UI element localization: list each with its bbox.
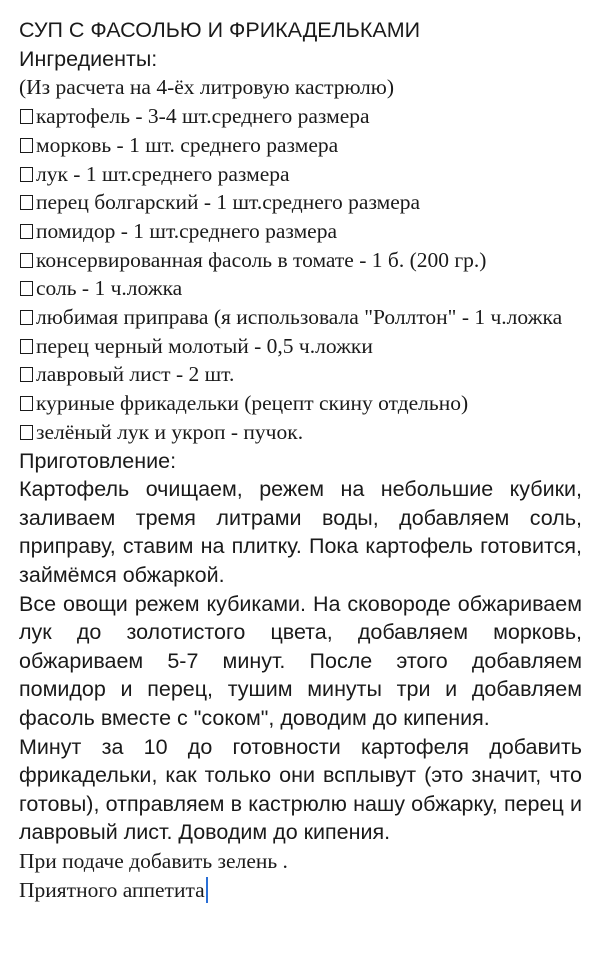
ingredient-text: зелёный лук и укроп - пучок.	[36, 419, 304, 444]
ingredient-text: морковь - 1 шт. среднего размера	[36, 132, 339, 157]
ingredient-item	[19, 217, 582, 246]
ingredient-text: картофель - 3-4 шт.среднего размера	[36, 104, 370, 129]
preparation-heading: Приготовление:	[19, 448, 177, 473]
ingredient-item	[19, 303, 582, 332]
ingredients-note: (Из расчета на 4-ёх литровую кастрюлю)	[19, 75, 394, 100]
checkbox-icon	[20, 425, 33, 440]
ingredient-item	[19, 274, 582, 303]
ingredient-item	[19, 332, 582, 361]
ingredient-text: соль - 1 ч.ложка	[36, 276, 183, 301]
checkbox-icon	[20, 138, 33, 153]
checkbox-icon	[20, 339, 33, 354]
checkbox-icon	[20, 281, 33, 296]
ingredient-item	[19, 246, 582, 275]
ingredient-item	[19, 160, 582, 189]
ingredient-item	[19, 389, 582, 418]
text-cursor	[206, 877, 208, 903]
checkbox-icon	[20, 224, 33, 239]
ingredient-list	[19, 102, 582, 446]
checkbox-icon	[20, 195, 33, 210]
closing-text: Приятного аппетита	[19, 877, 205, 902]
ingredient-text: любимая приправа (я использовала "Роллтон" - 1 ч.ложка	[36, 305, 563, 330]
ingredient-item	[19, 360, 582, 389]
document-body[interactable]	[19, 16, 582, 904]
preparation-step: Картофель очищаем, режем на небольшие кубики, заливаем тремя литрами воды, добавляем соль, приправу, ставим на плитку. Пока картофель готовится, займёмся обжаркой.	[19, 477, 582, 588]
checkbox-icon	[20, 310, 33, 325]
ingredient-item	[19, 188, 582, 217]
ingredient-text: куриные фрикадельки (рецепт скину отдельно)	[36, 391, 469, 416]
ingredient-text: лук - 1 шт.среднего размера	[36, 161, 290, 186]
ingredient-item	[19, 102, 582, 131]
checkbox-icon	[20, 396, 33, 411]
ingredients-heading: Ингредиенты:	[19, 46, 158, 71]
ingredient-text: лавровый лист - 2 шт.	[36, 362, 235, 387]
preparation-step: Все овощи режем кубиками. На сковороде обжариваем лук до золотистого цвета, добавляем морковь, обжариваем 5-7 минут. После этого добавляем помидор и перец, тушим минуты три и добавляем фасоль вместе с "соком", доводим до кипения.	[19, 591, 582, 730]
checkbox-icon	[20, 109, 33, 124]
checkbox-icon	[20, 167, 33, 182]
preparation-step: Минут за 10 до готовности картофеля добавить фрикадельки, как только они всплывут (это значит, что готовы), отправляем в кастрюлю нашу обжарку, перец и лавровый лист. Доводим до кипения.	[19, 734, 582, 845]
ingredient-text: перец болгарский - 1 шт.среднего размера	[36, 190, 421, 215]
ingredient-item	[19, 131, 582, 160]
ingredient-text: консервированная фасоль в томате - 1 б. (200 гр.)	[36, 247, 487, 272]
checkbox-icon	[20, 253, 33, 268]
ingredient-text: помидор - 1 шт.среднего размера	[36, 218, 338, 243]
checkbox-icon	[20, 367, 33, 382]
serving-note: При подаче добавить зелень .	[19, 848, 288, 873]
ingredient-text: перец черный молотый - 0,5 ч.ложки	[36, 333, 373, 358]
recipe-title: СУП С ФАСОЛЬЮ И ФРИКАДЕЛЬКАМИ	[19, 18, 421, 42]
closing-line	[19, 876, 582, 905]
ingredient-item	[19, 418, 582, 447]
